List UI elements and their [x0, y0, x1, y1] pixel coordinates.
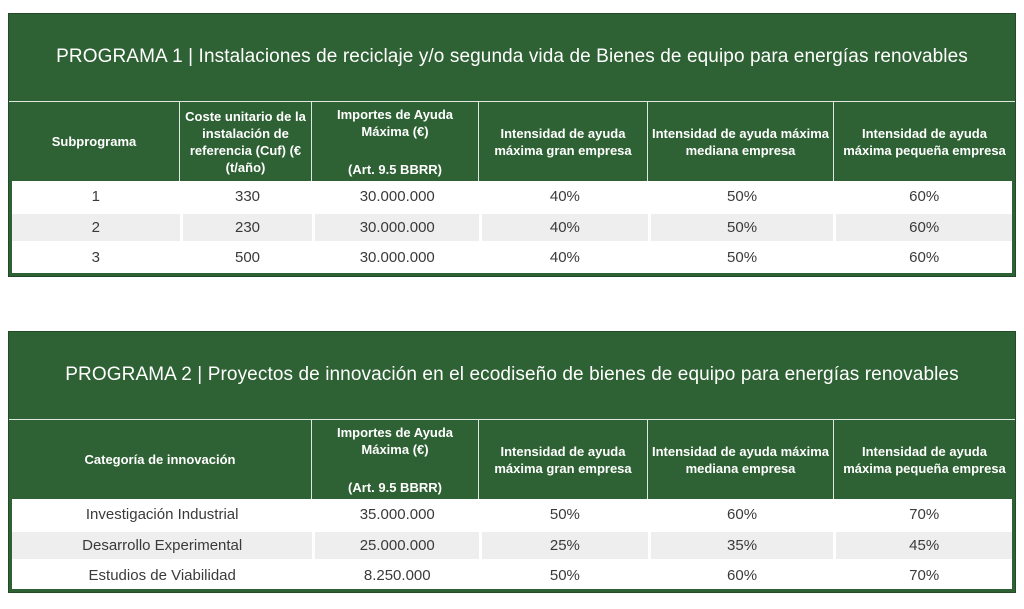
cell-categoria: Desarrollo Experimental	[12, 532, 312, 559]
program-2-body	[12, 499, 1012, 589]
table-row	[12, 560, 1012, 591]
table-row	[12, 242, 1012, 273]
cell-categoria: Estudios de Viabilidad	[88, 567, 236, 585]
header-subprograma: Subprograma	[9, 102, 180, 181]
table-row	[12, 181, 1012, 212]
cell-subprograma: 1	[91, 188, 100, 205]
cell-pequena: 45%	[836, 532, 1012, 559]
table-row	[12, 530, 1012, 561]
cell-pequena: 60%	[909, 188, 940, 205]
header-importes-label: Importes de Ayuda Máxima (€)	[336, 425, 454, 457]
header-intensidad-pequena: Intensidad de ayuda máxima pequeña empresa	[843, 125, 1006, 158]
cell-mediana: 35%	[651, 532, 834, 559]
cell-importe: 30.000.000	[359, 249, 435, 267]
header-importes-note: (Art. 9.5 BBRR)	[348, 162, 442, 177]
cell-mediana: 50%	[727, 188, 758, 205]
cell-gran: 50%	[549, 506, 580, 523]
header-intensidad-gran: Intensidad de ayuda máxima gran empresa	[479, 102, 648, 181]
header-importes	[312, 102, 479, 181]
header-intensidad-mediana: Intensidad de ayuda máxima mediana empresa	[648, 102, 834, 181]
header-categoria: Categoría de innovación	[9, 420, 312, 499]
cell-categoria: Investigación Industrial	[85, 506, 239, 523]
table-row	[12, 499, 1012, 530]
cell-mediana: 50%	[651, 214, 834, 241]
cell-gran: 40%	[482, 214, 648, 241]
header-intensidad-pequena: Intensidad de ayuda máxima pequeña empresa	[843, 443, 1006, 476]
cell-coste: 500	[235, 249, 261, 267]
cell-pequena: 60%	[836, 214, 1012, 241]
cell-mediana: 60%	[727, 506, 758, 523]
cell-subprograma: 2	[12, 214, 180, 241]
header-importes	[312, 420, 479, 499]
header-importes-label: Importes de Ayuda Máxima (€)	[336, 107, 454, 139]
header-importes-note: (Art. 9.5 BBRR)	[348, 480, 442, 495]
header-coste-unitario: Coste unitario de la instalación de referencia (Cuf) (€(t/año)	[180, 102, 312, 181]
cell-pequena: 70%	[909, 567, 940, 585]
program-2-title: PROGRAMA 2 | Proyectos de innovación en el ecodiseño de bienes de equipo para energías renovables	[65, 364, 959, 385]
cell-pequena: 70%	[909, 506, 940, 523]
program-2-table	[8, 331, 1016, 593]
cell-importe: 35.000.000	[359, 506, 435, 523]
cell-importe: 8.250.000	[363, 567, 431, 585]
cell-pequena: 60%	[909, 249, 940, 267]
cell-mediana: 50%	[727, 249, 758, 267]
cell-importe: 25.000.000	[315, 532, 479, 559]
program-1-title: PROGRAMA 1 | Instalaciones de reciclaje y/o segunda vida de Bienes de equipo para energías renovables	[56, 46, 968, 67]
cell-mediana: 60%	[727, 567, 758, 585]
program-1-table	[8, 13, 1016, 277]
program-1-header-row	[9, 101, 1015, 181]
cell-importe: 30.000.000	[315, 214, 479, 241]
program-2-header-row	[9, 419, 1015, 499]
program-1-body	[12, 181, 1012, 273]
cell-gran: 40%	[549, 188, 580, 205]
header-intensidad-mediana: Intensidad de ayuda máxima mediana empresa	[648, 420, 834, 499]
cell-coste: 230	[183, 214, 313, 241]
header-intensidad-gran: Intensidad de ayuda máxima gran empresa	[479, 420, 648, 499]
cell-subprograma: 3	[91, 249, 100, 267]
cell-importe: 30.000.000	[359, 188, 435, 205]
cell-gran: 25%	[482, 532, 648, 559]
cell-gran: 40%	[549, 249, 580, 267]
cell-gran: 50%	[549, 567, 580, 585]
cell-coste: 330	[235, 188, 261, 205]
table-row	[12, 212, 1012, 243]
